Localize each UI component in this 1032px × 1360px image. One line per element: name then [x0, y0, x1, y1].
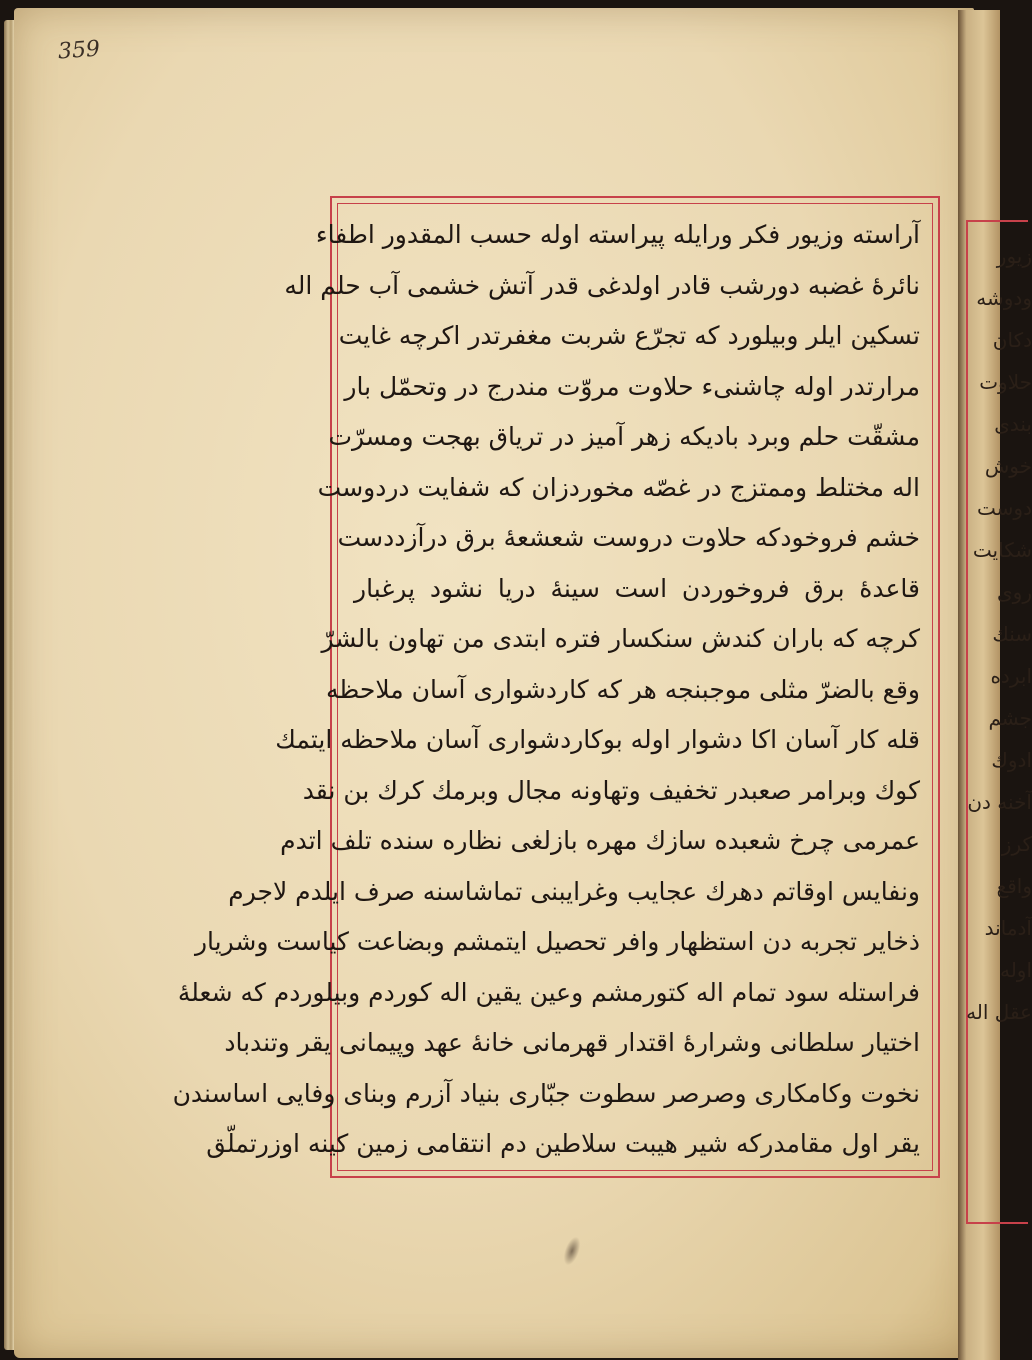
text-line: كرچه كه باران كندش سنكسار فتره ابتدى من تهاون بالشرّ — [321, 624, 920, 653]
text-line: نخوت وكامكارى وصرصر سطوت جبّارى بنياد آزرم وبناى وفايى اساسندن — [172, 1078, 920, 1108]
adjacent-text-fragment: جشم — [988, 706, 1032, 730]
adjacent-text-fragment: ابرده — [990, 664, 1032, 688]
adjacent-text-fragment: كرز — [1001, 832, 1032, 856]
adjacent-page-edge — [958, 10, 1032, 1360]
text-line: نائرۀ غضبه دورشب قادر اولدغى قدر آتش خشمى آب حلم اله — [284, 270, 920, 300]
adjacent-text-fragment: دكان — [992, 328, 1032, 352]
text-line: مشقّت حلم وبرد باديكه زهر آميز در ترياق بهجت ومسرّت — [328, 422, 920, 451]
text-line: ونفايس اوقاتم دهرك عجايب وغرايبنى تماشاسنه صرف ايلدم لاجرم — [228, 876, 920, 906]
text-line: ذخاير تجربه دن استظهار وافر تحصيل ايتمشم وبضاعت كياست وشريار — [194, 927, 920, 956]
adjacent-text-fragment: حلاوت — [979, 370, 1032, 394]
text-line: كوك وبرامر صعبدر تخفيف وتهاونه مجال وبرمك كرك بن نقد — [302, 775, 920, 805]
adjacent-text-fragment: دوست — [977, 496, 1032, 520]
text-line: مرارتدر اوله چاشنىء حلاوت مروّت مندرج در وتحمّل بار — [344, 371, 920, 401]
folio-number: 359 — [57, 36, 101, 65]
adjacent-text-fragment: عقل اله — [966, 1000, 1032, 1024]
adjacent-text-fragment: اوله — [999, 958, 1032, 982]
adjacent-text-fragment: بندى — [994, 412, 1032, 436]
text-line: قاعدۀ برق فروخوردن است سينۀ دريا نشود پرغبار — [354, 573, 920, 603]
text-line: اختيار سلطانى وشرارۀ اقتدار قهرمانى خانۀ عهد وپيمانى يقر وتندباد — [224, 1028, 920, 1057]
adjacent-text-fragment: زيور — [996, 244, 1032, 268]
adjacent-text-fragment: شكايت — [972, 538, 1032, 562]
manuscript-text-block — [172, 210, 930, 1165]
text-line: وقع بالضرّ مثلى موجبنجه هر كه كاردشوارى آسان ملاحظه — [325, 674, 920, 704]
text-line: عمرمى چرخ شعبده سازك مهره بازلغى نظاره سنده تلف اتدم — [280, 826, 920, 855]
adjacent-text-fragment: آدماند — [984, 916, 1032, 940]
adjacent-text-fragment: ودوشه — [976, 286, 1032, 310]
adjacent-page-text — [966, 235, 1032, 1033]
adjacent-text-fragment: سنك — [992, 622, 1032, 646]
adjacent-text-fragment: روى — [997, 580, 1032, 604]
text-line: قله كار آسان اكا دشوار اوله بوكاردشوارى آسان ملاحظه ايتمك — [275, 725, 920, 754]
book-page-edge — [4, 20, 14, 1350]
adjacent-text-fragment: واقع — [996, 874, 1032, 898]
text-line: آراسته وزيور فكر ورايله پيراسته اوله حسب المقدور اطفاء — [315, 220, 920, 249]
text-line: خشم فروخودكه حلاوت دروست شعشعۀ برق درآزددست — [337, 523, 920, 552]
text-line: تسكين ايلر وبيلورد كه تجرّع شربت مغفرتدر اكرچه غايت — [338, 321, 920, 350]
adjacent-text-fragment: ادوك — [991, 748, 1032, 772]
text-line: فراستله سود تمام اله كتورمشم وعين يقين اله كوردم وبيلوردم كه شعلۀ — [177, 977, 920, 1007]
adjacent-text-fragment: خوش — [984, 454, 1032, 478]
text-line: اله مختلط وممتزج در غصّه مخوردزان كه شفايت دردوست — [317, 472, 920, 502]
text-line: يقر اول مقامدركه شير هيبت سلاطين دم انتقامى زمين كينه اوزرتملّق — [206, 1129, 920, 1158]
adjacent-text-fragment: آخنه دن — [967, 790, 1032, 814]
